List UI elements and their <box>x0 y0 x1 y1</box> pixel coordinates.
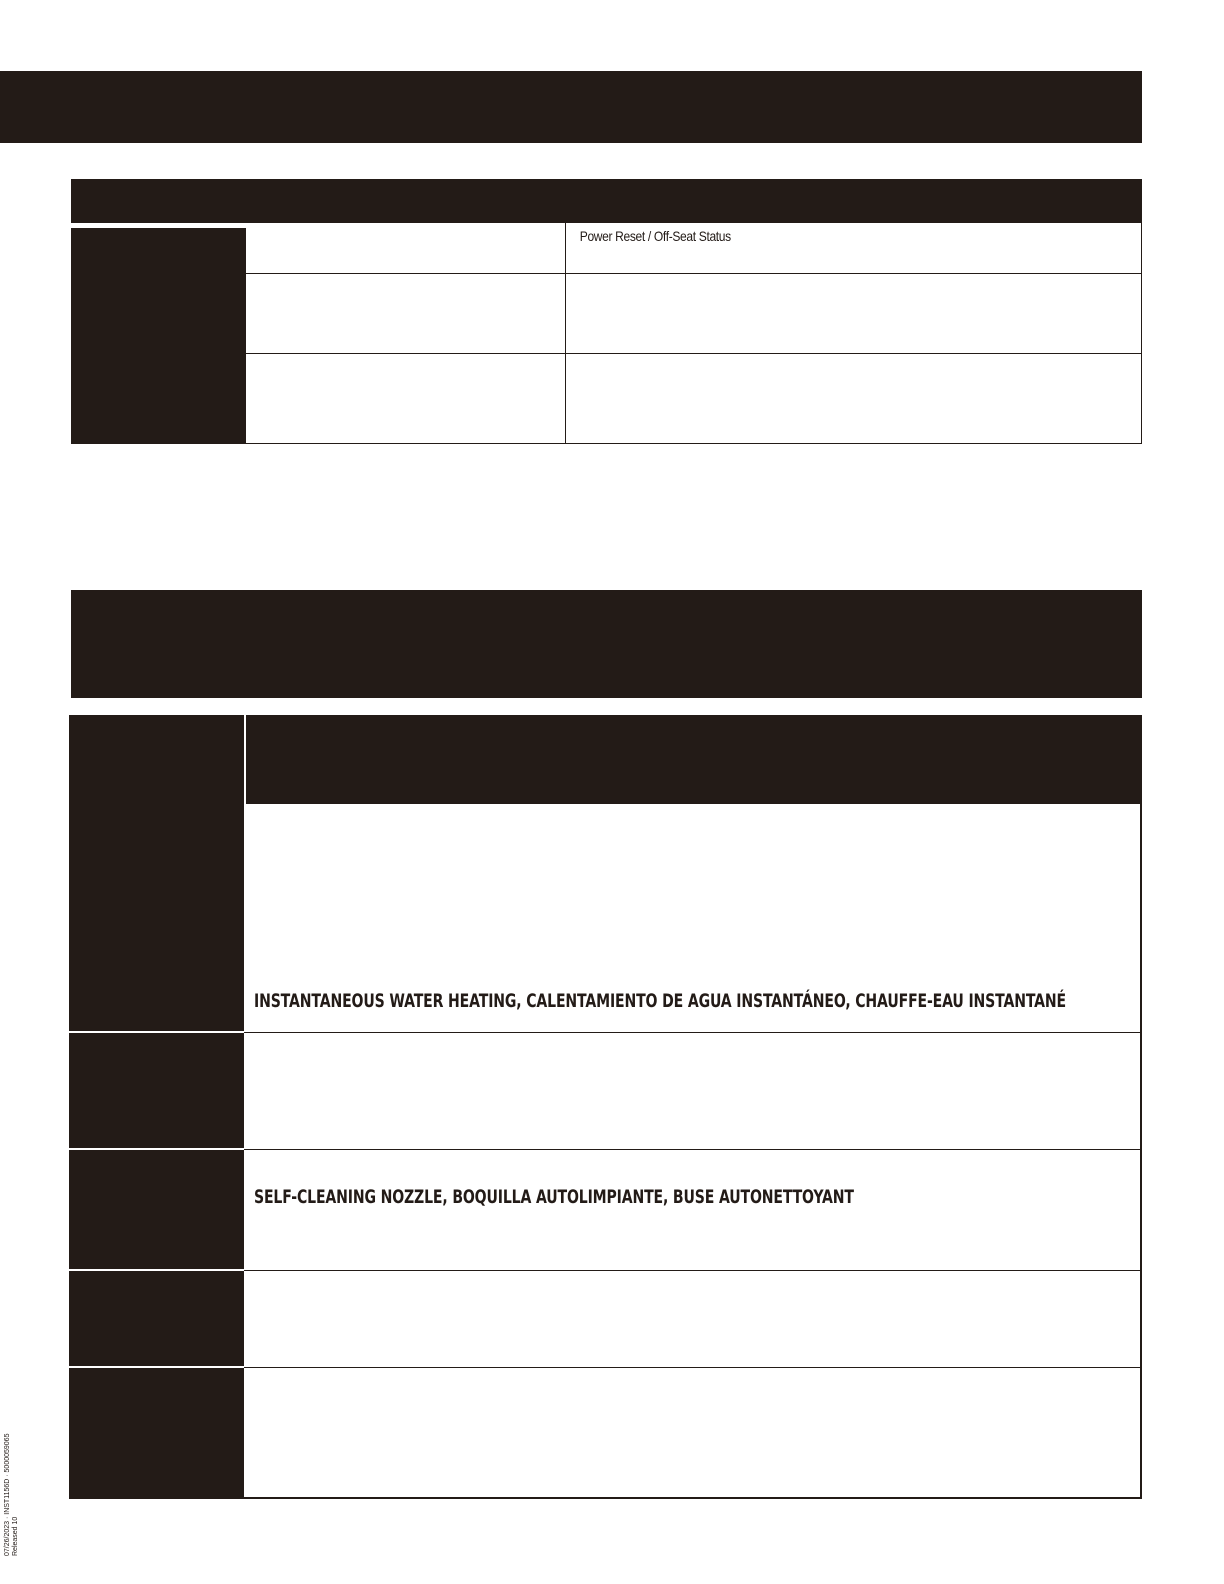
side-divider <box>69 1366 244 1368</box>
table1-cell-label <box>246 274 566 353</box>
document-code-line: Released 10 <box>12 1516 19 1556</box>
table1-row <box>246 223 1141 274</box>
table2-row <box>244 1150 1140 1271</box>
feature-heading: SELF-CLEANING NOZZLE, BOQUILLA AUTOLIMPIANTE, BUSE AUTONETTOYANT <box>254 1186 854 1208</box>
table2-row <box>244 804 1140 1033</box>
document-code <box>4 1434 20 1556</box>
document-code-line: 07/26/2023 · INST1156D · 5000059065 <box>4 1433 11 1556</box>
side-divider <box>69 1269 244 1271</box>
section2-header-banner <box>71 590 1142 698</box>
page-header-banner <box>0 71 1142 143</box>
side-divider <box>69 1031 244 1033</box>
table2-row <box>244 1033 1140 1150</box>
table1-row <box>246 274 1141 354</box>
table1-side-label-block <box>71 228 246 444</box>
table2-header-right <box>246 715 1142 804</box>
table2-row <box>244 1368 1140 1497</box>
side-divider <box>69 1148 244 1150</box>
feature-heading: INSTANTANEOUS WATER HEATING, CALENTAMIENTO DE AGUA INSTANTÁNEO, CHAUFFE-EAU INSTANTANÉ <box>254 990 1066 1012</box>
table2-side-label-column <box>69 804 244 1499</box>
table1-cell-label <box>246 354 566 444</box>
table1-row <box>246 354 1141 444</box>
table1-cell-value: Power Reset / Off-Seat Status <box>579 228 731 244</box>
table2-row <box>244 1271 1140 1368</box>
table1-cell-label <box>246 223 566 273</box>
table1-header-bar <box>71 179 1142 223</box>
table1-grid <box>246 222 1142 444</box>
table2-grid <box>244 804 1142 1499</box>
table1-cell-value <box>566 274 1061 353</box>
table2-header-left <box>69 715 244 804</box>
table1-cell-value <box>566 354 1061 444</box>
